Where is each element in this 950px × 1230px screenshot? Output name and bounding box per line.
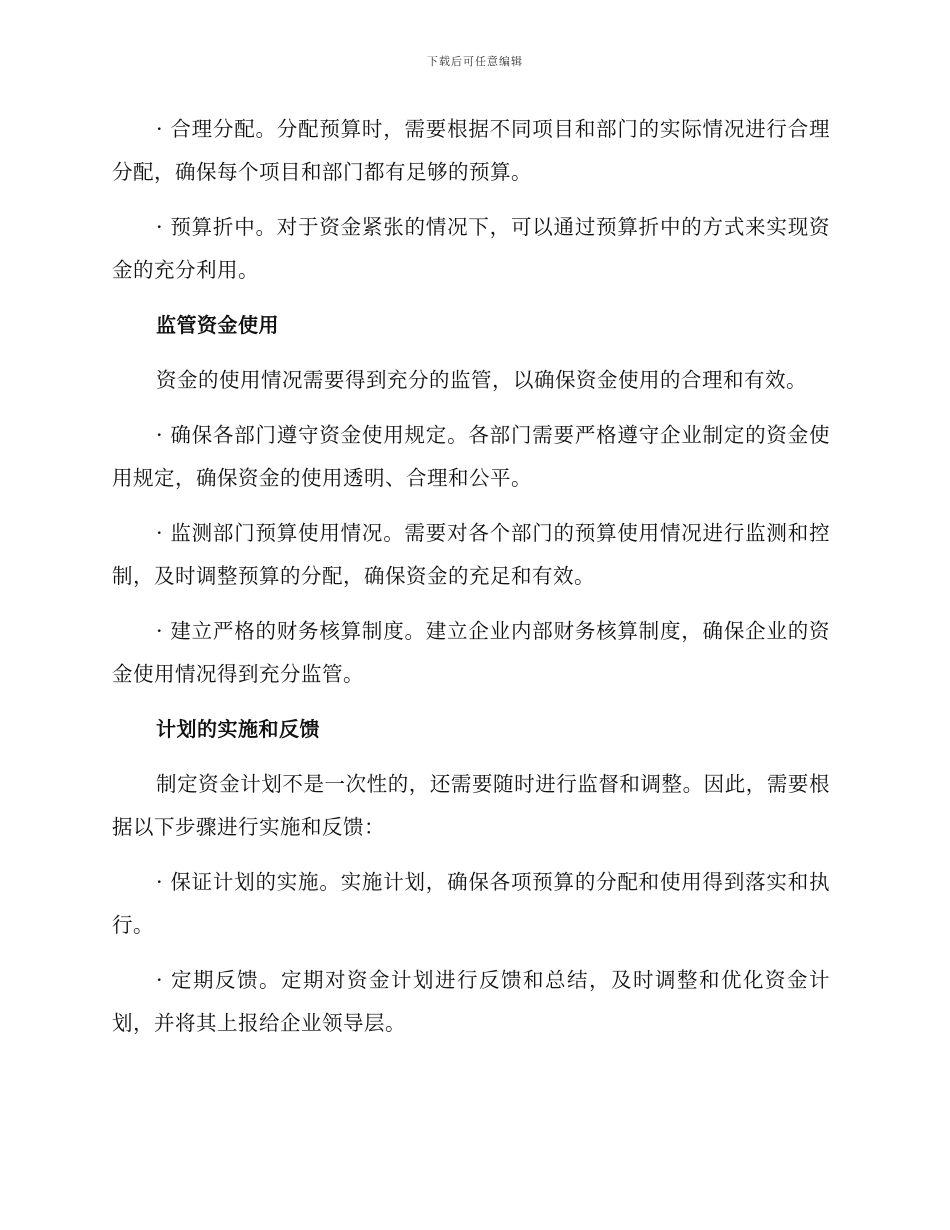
document-body — [112, 108, 830, 1057]
paragraph-supervision-intro: 资金的使用情况需要得到充分的监管，以确保资金使用的合理和有效。 — [156, 368, 807, 392]
bullet-accounting-system: · 建立严格的财务核算制度。建立企业内部财务核算制度，确保企业的资金使用情况得到充分监管。 — [112, 619, 830, 686]
section-heading-fund-supervision: 监管资金使用 — [156, 313, 279, 337]
bullet-regular-feedback: · 定期反馈。定期对资金计划进行反馈和总结，及时调整和优化资金计划，并将其上报给企业领导层。 — [112, 968, 830, 1035]
bullet-comply-regulations: · 确保各部门遵守资金使用规定。各部门需要严格遵守企业制定的资金使用规定，确保资金的使用透明、合理和公平。 — [112, 423, 830, 490]
header-note: 下载后可任意编辑 — [427, 55, 523, 68]
paragraph-implementation-intro: 制定资金计划不是一次性的，还需要随时进行监督和调整。因此，需要根据以下步骤进行实施和反馈： — [112, 772, 830, 839]
section-heading-implementation-feedback: 计划的实施和反馈 — [156, 717, 320, 741]
bullet-budget-compromise: · 预算折中。对于资金紧张的情况下，可以通过预算折中的方式来实现资金的充分利用。 — [112, 215, 830, 282]
bullet-monitor-budget: · 监测部门预算使用情况。需要对各个部门的预算使用情况进行监测和控制，及时调整预算的分配，确保资金的充足和有效。 — [112, 521, 830, 588]
bullet-ensure-implementation: · 保证计划的实施。实施计划，确保各项预算的分配和使用得到落实和执行。 — [112, 870, 830, 937]
bullet-reasonable-allocation: · 合理分配。分配预算时，需要根据不同项目和部门的实际情况进行合理分配，确保每个项目和部门都有足够的预算。 — [112, 117, 830, 184]
